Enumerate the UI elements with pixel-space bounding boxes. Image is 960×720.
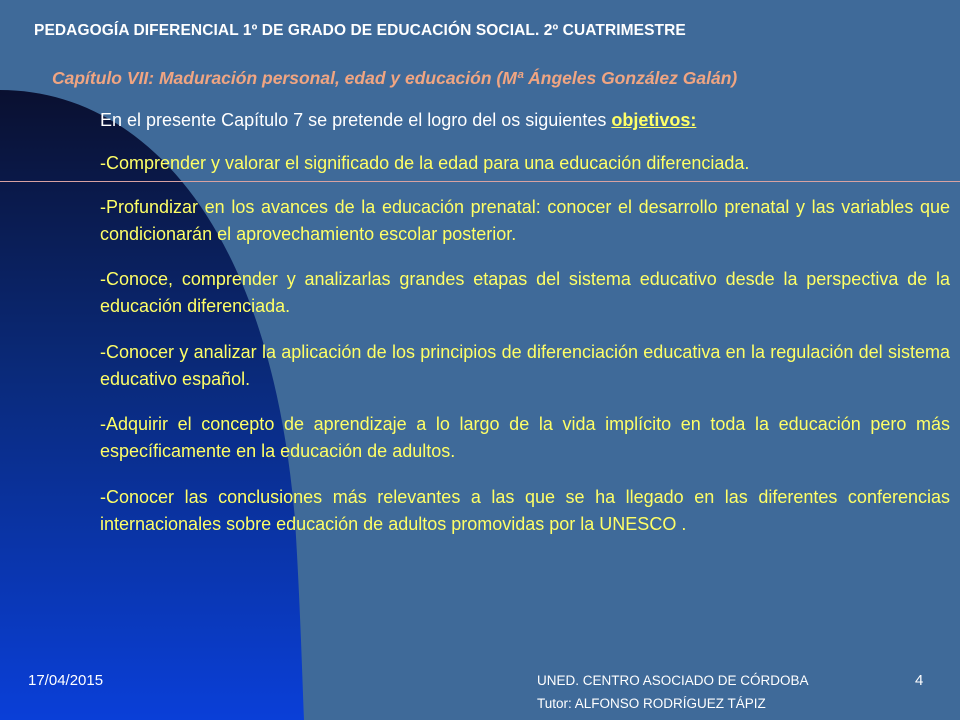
objective-item-4: -Conocer y analizar la aplicación de los principios de diferenciación educativa en la regulación del sistema educativo español. [100, 342, 950, 389]
objectives-highlight: objetivos: [611, 110, 697, 130]
intro-line [100, 110, 955, 131]
objective-item-1: -Comprender y valorar el significado de la edad para una educación diferenciada. [100, 153, 750, 173]
footer-institution: UNED. CENTRO ASOCIADO DE CÓRDOBA [537, 673, 809, 688]
objective-item-3: -Conoce, comprender y analizarlas grandes etapas del sistema educativo desde la perspectiva de la educación diferenciada. [100, 269, 950, 316]
chapter-subtitle: Capítulo VII: Maduración personal, edad y educación (Mª Ángeles González Galán) [52, 68, 738, 88]
intro-text: En el presente Capítulo 7 se pretende el logro del os siguientes [100, 110, 612, 130]
page-number: 4 [915, 672, 924, 689]
footer-institution-block [537, 669, 809, 715]
slide-header: PEDAGOGÍA DIFERENCIAL 1º DE GRADO DE EDUCACIÓN SOCIAL. 2º CUATRIMESTRE [34, 22, 686, 39]
footer-tutor: Tutor: ALFONSO RODRÍGUEZ TÁPIZ [537, 696, 766, 711]
divider-line [0, 181, 960, 182]
objective-item-6: -Conocer las conclusiones más relevantes a las que se ha llegado en las diferentes conferencias internacionales sobre educación de adultos promovidas por la UNESCO . [100, 487, 950, 534]
objective-item-5: -Adquirir el concepto de aprendizaje a lo largo de la vida implícito en toda la educación pero más específicamente en la educación de adultos. [100, 414, 950, 461]
objective-item-2: -Profundizar en los avances de la educación prenatal: conocer el desarrollo prenatal y las variables que condicionarán el aprovechamiento escolar posterior. [100, 197, 950, 244]
footer-date: 17/04/2015 [28, 672, 104, 689]
